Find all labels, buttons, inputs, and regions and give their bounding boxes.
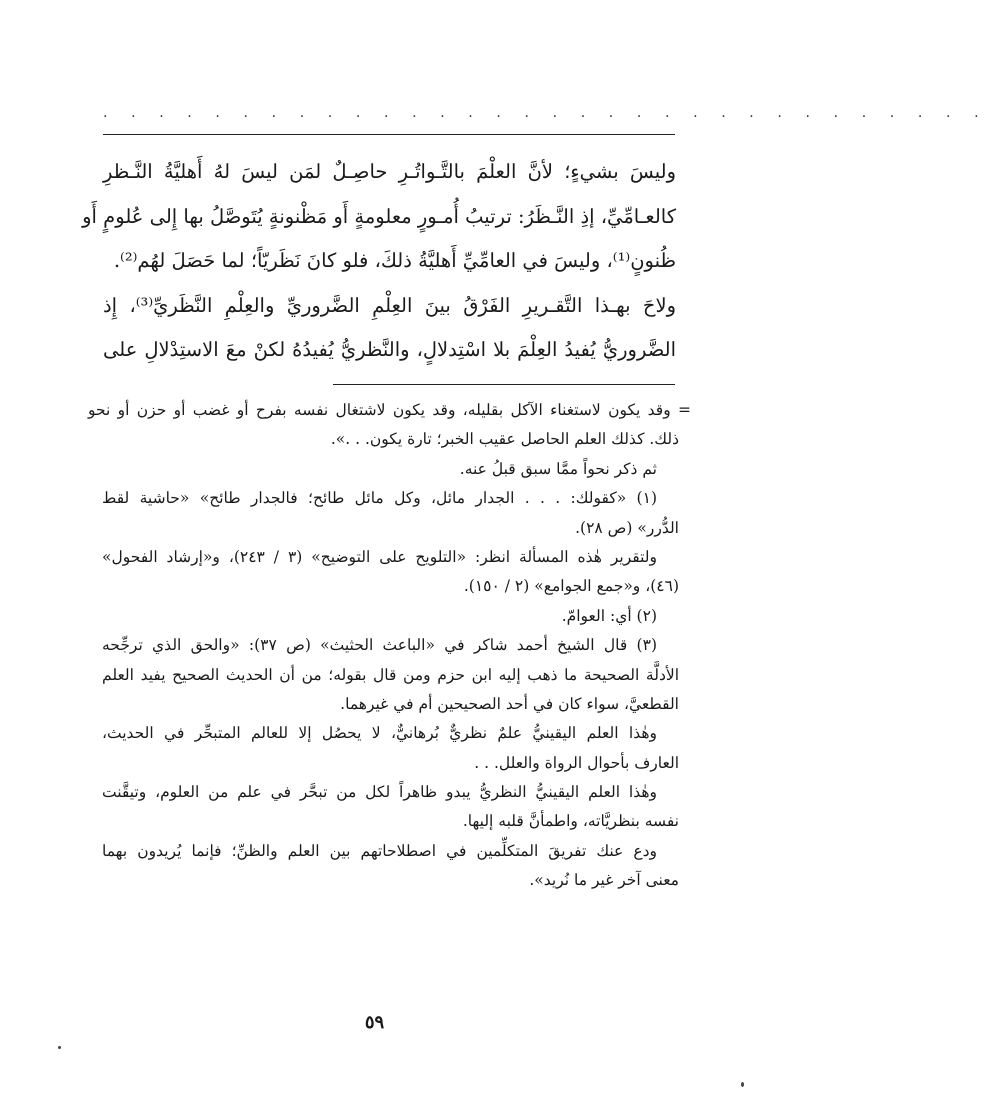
footnote-line: (٤٦)، و«جمع الجوامع» (٢ / ١٥٠). (463, 577, 679, 596)
header-dot-leader: . . . . . . . . . . . . . . . . . . . . . . . . . . . . . . . . (103, 105, 988, 121)
footnote-line: = وقد يكون لاستغناء الآكل بقليله، وقد يكون لاشتغال نفسه بفرح أو غضب أو حزن أو نحو (88, 401, 691, 419)
footnote-line: الدُّرر» (ص ٢٨). (575, 518, 679, 537)
page-number: ٥٩ (364, 1012, 385, 1033)
footnote-3: (٣) قال الشيخ أحمد شاكر في «الباعث الحثيث» (ص ٣٧): «والحق الذي ترجِّحه (102, 636, 657, 655)
main-text-line-3: ظُنونٍ⁽¹⁾، وليسَ في العامِّيِّ أَهليَّةُ ذلكَ، فلو كانَ نَظَريّاً؛ لما حَصَلَ لهُم⁽²⁾. (113, 249, 676, 272)
header-rule (103, 134, 675, 135)
footnote-line: القطعيَّ، سواء كان في أحد الصحيحين أم في غيرهما. (340, 694, 679, 713)
footnote-line: ذلك. كذلك العلم الحاصل عقيب الخبر؛ تارة يكون. . .». (330, 430, 679, 449)
footnote-line: ثم ذكر نحواً ممَّا سبق قبلُ عنه. (459, 459, 657, 478)
main-text-body (82, 150, 676, 373)
main-text-line-4: ولاحَ بهـذا التَّقـريرِ الفَرْقُ بينَ العِلْمِ الضَّروريِّ والعِلْمِ النَّظَريِّ⁽³⁾، إِذ (103, 293, 676, 317)
footnote-separator (333, 384, 675, 385)
footnote-line: الأدلَّة الصحيحة ما ذهب إليه ابن حزم ومن قال بقوله؛ من أن الحديث الصحيح يفيد العلم (102, 665, 679, 684)
main-text-line-1: وليسَ بشيءٍ؛ لأنَّ العلْمَ بالتَّـواتُـرِ حاصِـلٌ لمَن ليسَ لهُ أَهليَّةُ النَّـظرِ (103, 160, 676, 183)
footnotes (88, 396, 691, 896)
footnote-line: العارف بأحوال الرواة والعلل. . . (474, 753, 679, 772)
footnote-1: (١) «كقولك: . . . الجدار مائل، وكل مائل طائح؛ فالجدار طائح» «حاشية لقط (102, 489, 657, 508)
scan-speck (741, 1082, 744, 1087)
footnote-2: (٢) أي: العوامّ. (561, 606, 657, 625)
footnote-line: معنى آخر غير ما نُريد». (529, 871, 679, 890)
footnote-line: نفسه بنظريَّاته، واطمأنَّ قلبه إليها. (462, 812, 679, 831)
main-text-line-5: الضَّروريُّ يُفيدُ العِلْمَ بلا اسْتِدلالٍ، والنَّظريُّ يُفيدُهُ لكنْ معَ الاستِدْلالِ على (103, 338, 676, 361)
footnote-line: وهٰذا العلم اليقينيُّ علمٌ نظريٌّ بُرهانيٌّ، لا يحصُل إلا للعالم المتبحِّر في الحديث، (102, 724, 657, 743)
scan-speck (58, 1046, 61, 1049)
footnote-line: ولتقرير هٰذه المسألة انظر: «التلويح على التوضيح» (٣ / ٢٤٣)، و«إرشاد الفحول» (102, 547, 657, 566)
footnote-line: وهٰذا العلم اليقينيُّ النظريُّ يبدو ظاهراً لكل من تبحَّر في علم من العلوم، وتيقَّنت (102, 783, 657, 802)
footnote-line: ودع عنك تفريقَ المتكلِّمين في اصطلاحاتهم بين العلم والظنِّ؛ فإنما يُريدون بهما (102, 841, 657, 860)
main-text-line-2: كالعـامِّيِّ، إذِ النَّـظَرُ: ترتيبُ أُمـورٍ معلومةٍ أَو مَظْنونةٍ يُتَوصَّلُ بها إِلى عُلومٍ أَو (82, 204, 676, 228)
